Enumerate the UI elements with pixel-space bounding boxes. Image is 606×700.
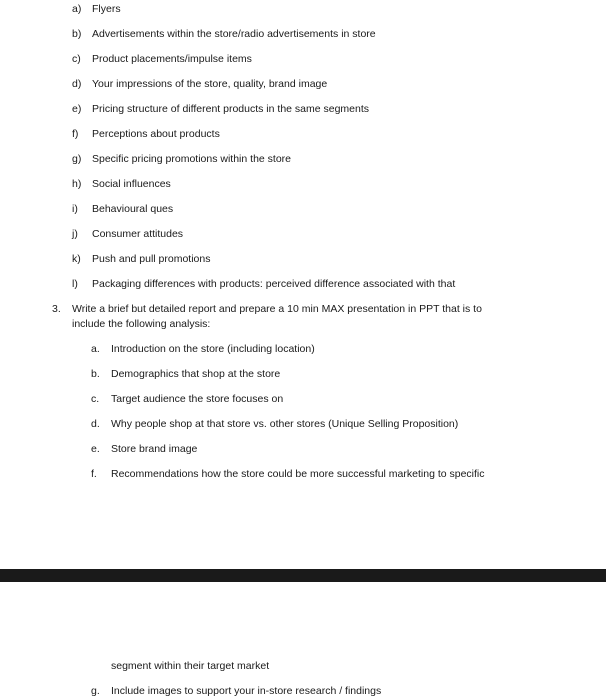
list-number: 3.: [52, 303, 61, 315]
list-marker: c): [72, 53, 81, 65]
list-marker: a): [72, 3, 82, 15]
list-text: Consumer attitudes: [92, 228, 184, 240]
continuation-text: segment within their target market: [111, 660, 270, 672]
list-marker: b): [72, 28, 82, 40]
list-marker: h): [72, 178, 82, 190]
list-marker: f.: [91, 468, 97, 480]
list-marker: l): [72, 278, 78, 290]
list-text: Why people shop at that store vs. other stores (Unique Selling Proposition): [111, 418, 459, 430]
list-text: Specific pricing promotions within the store: [92, 153, 292, 165]
list-text: Flyers: [92, 3, 121, 15]
list-marker: g): [72, 153, 82, 165]
list-text: Advertisements within the store/radio advertisements in store: [92, 28, 376, 40]
list-text: Perceptions about products: [92, 128, 220, 140]
list-marker: c.: [91, 393, 100, 405]
list-marker: e.: [91, 443, 100, 455]
list-marker: i): [72, 203, 78, 215]
page-break-bar: [0, 569, 606, 582]
list-text: Store brand image: [111, 443, 198, 455]
list-text: Behavioural ques: [92, 203, 174, 215]
list-marker: k): [72, 253, 81, 265]
list-text: Push and pull promotions: [92, 253, 211, 265]
list-text: Include images to support your in-store research / findings: [111, 685, 382, 697]
list-marker: d): [72, 78, 82, 90]
list-text: Product placements/impulse items: [92, 53, 252, 65]
list-text: Demographics that shop at the store: [111, 368, 281, 380]
list-text: Social influences: [92, 178, 171, 190]
list-text: Pricing structure of different products in the same segments: [92, 103, 370, 115]
list-marker: b.: [91, 368, 100, 380]
list-marker: g.: [91, 685, 100, 697]
item3-text-line1: Write a brief but detailed report and prepare a 10 min MAX presentation in PPT that is to: [72, 303, 482, 315]
list-text: Recommendations how the store could be more successful marketing to specific: [111, 468, 485, 480]
list-text: Introduction on the store (including location): [111, 343, 315, 355]
list-marker: e): [72, 103, 82, 115]
list-marker: d.: [91, 418, 100, 430]
list-text: Packaging differences with products: perceived difference associated with that: [92, 278, 456, 290]
list-marker: a.: [91, 343, 100, 355]
list-text: Your impressions of the store, quality, brand image: [92, 78, 328, 90]
item3-text-line2: include the following analysis:: [72, 318, 211, 330]
list-marker: j): [72, 228, 78, 240]
list-text: Target audience the store focuses on: [111, 393, 284, 405]
list-marker: f): [72, 128, 79, 140]
